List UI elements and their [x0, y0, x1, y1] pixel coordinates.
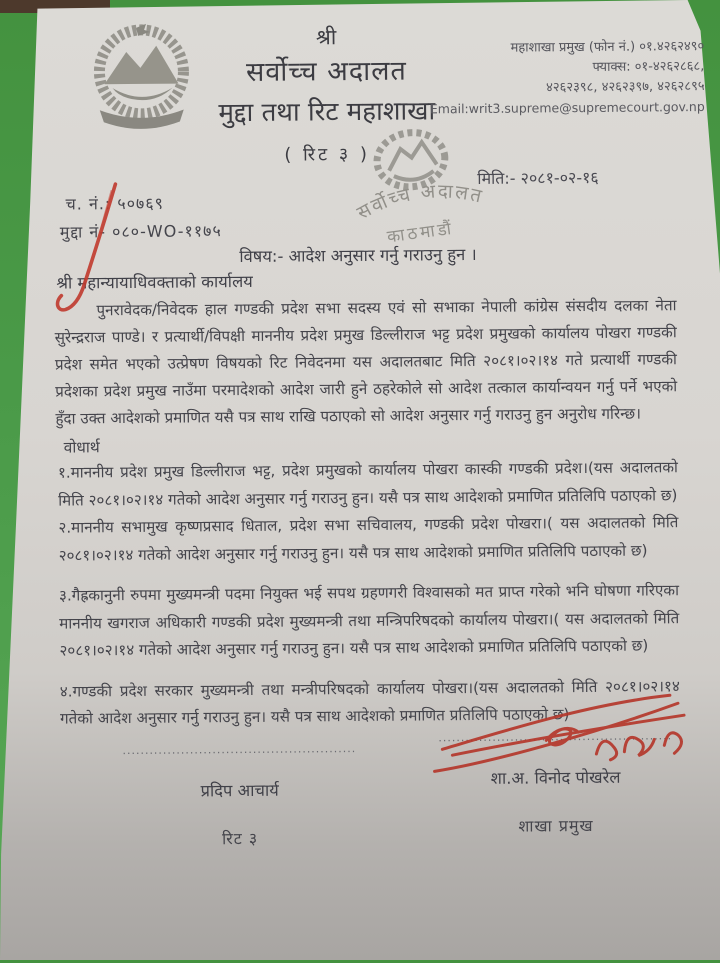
- cc-heading: वोधार्थ: [63, 438, 100, 457]
- cc-item-2: २.माननीय सभामुख कृष्णप्रसाद धिताल, प्रदेश सभा सचिवालय, गण्डकी प्रदेश पोखरा।( यस अदालतको मिति २०८१।०२।१४ गतेको आदेश अनुसार गर्नु गराउनु हुन। यसै पत्र साथ आदेशको प्रमाणित प्रतिलिपि पठाएको छ): [58, 513, 679, 565]
- signature-block-right: [420, 729, 691, 837]
- writ-section-label: ( रिट ३ ): [284, 143, 371, 166]
- cc-item-1: १.माननीय प्रदेश प्रमुख डिल्लीराज भट्ट, प्रदेश प्रमुखको कार्यालय पोखरा कास्की गण्डकी प्रदेश।(यस अदालतको मिति २०८१।०२।१४ गतेको आदेश अनुसार गर्नु गराउनु हुन। यसै पत्र साथ आदेशको प्रमाणित प्रतिलिपि पठाएको छ): [57, 458, 678, 510]
- signature-line: ....................................................: [122, 742, 357, 758]
- red-ink-signature: [428, 681, 697, 793]
- contact-block: [404, 37, 705, 120]
- red-pen-tick-mark: [49, 180, 135, 316]
- phone-line: महाशाखा प्रमुख (फोन नं.) ०१.४२६२४९०: [510, 38, 705, 56]
- signer-title: शाखा प्रमुख: [518, 815, 594, 836]
- signature-line: ....................................................: [438, 729, 673, 745]
- letter-body: [54, 292, 680, 733]
- court-stamp: [328, 116, 501, 258]
- signature-block-left: [94, 742, 385, 851]
- date-line: मिति:- २०८१-०२-१६: [477, 167, 599, 188]
- cc-item-3: ३.गैह्रकानुनी रुपमा मुख्यमन्त्री पदमा नियुक्त भई सपथ ग्रहणगरी विश्वासको मत प्राप्त गरेको भनि घोषणा गरिएका माननीय खगराज अधिकारी गण्डकी प्रदेश मुख्यमन्त्री तथा मन्त्रिपरिषदको कार्यालय पोखरा।( यस अदालतको मिति २०८१।०२।१४ गतेको आदेश अनुसार गर्नु गराउनु हुन। यसै पत्र साथ आदेशको प्रमाणित प्रतिलिपि पठाएको छ): [58, 581, 680, 660]
- signer-name: शा.अ. विनोद पोखरेल: [490, 767, 621, 788]
- court-name: सर्वोच्च अदालत: [245, 55, 407, 88]
- addressee-line: श्री महान्यायाधिवक्ताको कार्यालय: [56, 271, 253, 293]
- fax-numbers-line: ४२६२३९८, ४२६२३९७, ४२६२८९५: [546, 78, 705, 96]
- cc-item-4: ४.गण्डकी प्रदेश सरकार मुख्यमन्त्री तथा मन्त्रीपरिषदको कार्यालय पोखरा।(यस अदालतको मिति २०८१।०२।१४ गतेको आदेश अनुसार गर्नु गराउनु हुन। यसै पत्र साथ आदेशको प्रमाणित प्रतिलिपि पठाएको छ): [59, 676, 680, 728]
- salutation: श्री: [315, 25, 337, 50]
- dispatch-number: च. नं.: ५०७६९: [65, 193, 165, 214]
- stamp-arc-text: सर्वोच्च अदालत: [353, 180, 486, 225]
- main-paragraph: पुनरावेदक/निवेदक हाल गण्डकी प्रदेश सभा सदस्य एवं सो सभाका नेपाली कांग्रेस संसदीय दलका नेता सुरेन्द्रराज पाण्डे। र प्रत्यार्थी/विपक्षी माननीय प्रदेश प्रमुख डिल्लीराज भट्ट प्रदेश प्रमुखको कार्यालय पोखरा गण्डकी प्रदेश समेत भएको उत्प्रेषण विषयको रिट निवेदनमा यस अदालतबाट मिति २०८१।०२।१४ गते प्रत्यार्थी गण्डकी प्रदेशका प्रदेश प्रमुख नाउँमा परमादेशको आदेश जारी हुने ठहरेकोले सो आदेश तत्काल कार्यान्वयन गर्नु पर्ने भएको हुँदा उक्त आदेशको प्रमाणित यसै पत्र साथ राखि पठाएको सो आदेश अनुसार गर्नु गराउनु हुन अनुरोध गरिन्छ।: [54, 296, 678, 428]
- stamp-bottom-text: काठमाडौं: [385, 218, 456, 248]
- email-line: Email:writ3.supreme@supremecourt.gov.np: [429, 98, 705, 117]
- signer-name: प्रदिप आचार्य: [200, 780, 279, 801]
- subject-line: विषय:- आदेश अनुसार गर्नु गराउनु हुन ।: [239, 244, 477, 267]
- svg-text:सर्वोच्च अदालत: [351, 173, 488, 225]
- signature-section: [2, 729, 720, 865]
- signer-title: रिट ३: [221, 828, 259, 849]
- fax-line: फ्याक्स: ०१-४२६२८६८,: [592, 58, 705, 75]
- department-name: मुद्दा तथा रिट महाशाखा: [218, 96, 436, 129]
- case-number: मुद्दा नं- ०८०-WO-११७५: [59, 221, 222, 242]
